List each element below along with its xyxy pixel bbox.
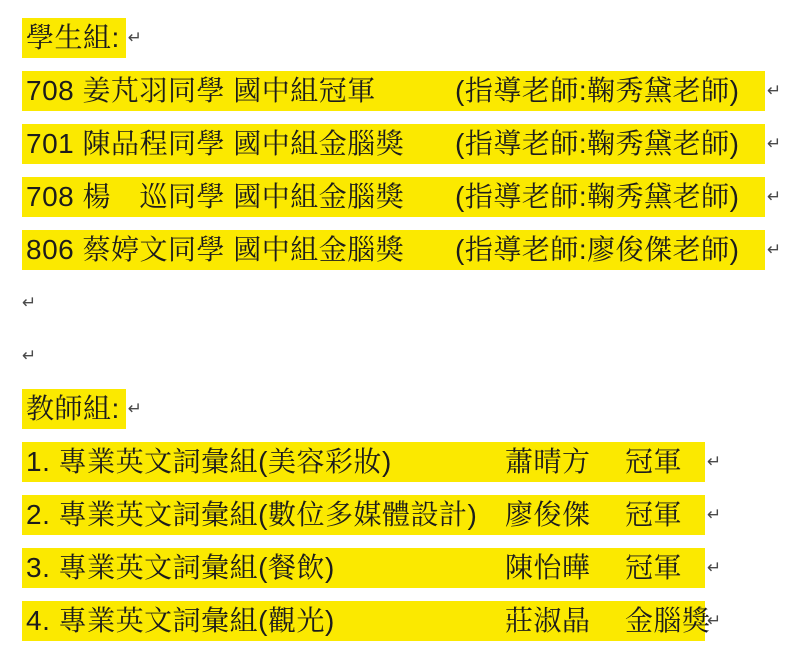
teacher-row [22,601,800,641]
student-section-title: 學生組: [22,18,126,58]
empty-paragraph [22,336,800,376]
paragraph-mark-icon: ↵ [707,611,722,631]
paragraph-mark-icon: ↵ [767,81,782,101]
paragraph-mark-icon: ↵ [127,399,143,419]
empty-paragraph [22,283,800,323]
teacher-award: 金腦獎 [625,605,711,636]
teacher-award: 冠軍 [625,552,683,583]
teacher-row [22,442,800,482]
paragraph-mark-icon: ↵ [22,293,37,313]
paragraph-mark-icon: ↵ [127,28,143,48]
teacher-name: 莊淑晶 [505,605,591,636]
teacher-category: 3. 專業英文詞彙組(餐飲) [26,552,335,583]
student-row [22,177,800,217]
teacher-row [22,548,800,588]
student-entry: 708 姜芃羽同學 國中組冠軍 [26,75,376,106]
teacher-row [22,495,800,535]
paragraph-mark-icon: ↵ [767,240,782,260]
student-entry: 708 楊 巡同學 國中組金腦獎 [26,181,405,212]
teacher-section-title: 教師組: [22,389,126,429]
teacher-section-header-line [22,389,800,429]
teacher-award: 冠軍 [625,446,683,477]
student-row [22,124,800,164]
teacher-award: 冠軍 [625,499,683,530]
teacher-name: 廖俊傑 [505,499,591,530]
student-entry: 806 蔡婷文同學 國中組金腦獎 [26,234,405,265]
paragraph-mark-icon: ↵ [767,134,782,154]
student-advisor: (指導老師:鞠秀黛老師) [455,181,740,212]
student-advisor: (指導老師:鞠秀黛老師) [455,75,740,106]
teacher-name: 陳怡曄 [505,552,591,583]
teacher-name: 蕭晴方 [505,446,591,477]
student-row [22,230,800,270]
paragraph-mark-icon: ↵ [707,558,722,578]
teacher-category: 2. 專業英文詞彙組(數位多媒體設計) [26,499,478,530]
paragraph-mark-icon: ↵ [707,505,722,525]
student-entry: 701 陳品程同學 國中組金腦獎 [26,128,405,159]
teacher-category: 4. 專業英文詞彙組(觀光) [26,605,335,636]
paragraph-mark-icon: ↵ [22,346,37,366]
paragraph-mark-icon: ↵ [707,452,722,472]
teacher-category: 1. 專業英文詞彙組(美容彩妝) [26,446,392,477]
student-advisor: (指導老師:鞠秀黛老師) [455,128,740,159]
student-row [22,71,800,111]
paragraph-mark-icon: ↵ [767,187,782,207]
student-section-header-line [22,18,800,58]
student-advisor: (指導老師:廖俊傑老師) [455,234,740,265]
